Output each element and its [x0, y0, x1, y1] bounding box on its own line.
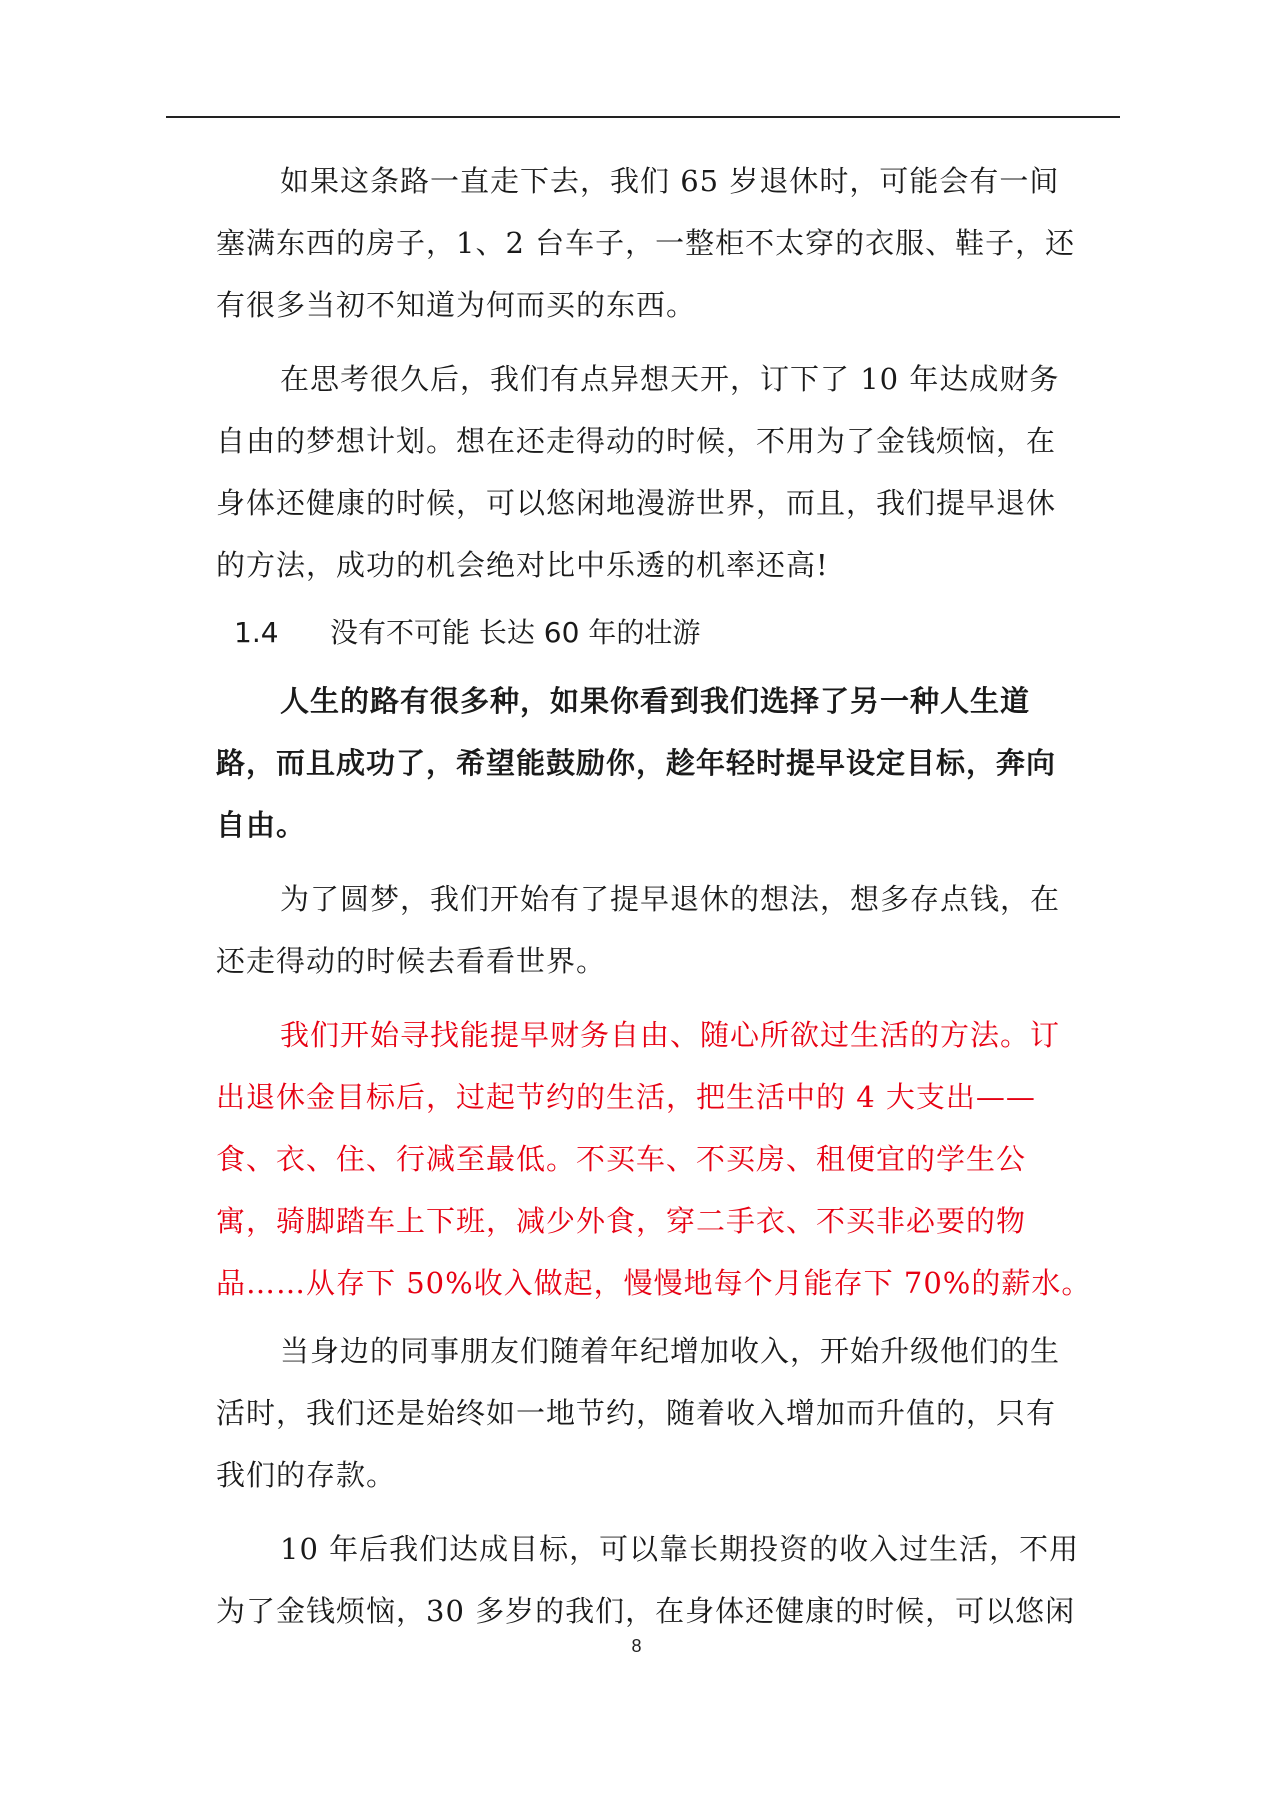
text-line: 身体还健康的时候，可以悠闲地漫游世界，而且，我们提早退休 [216, 486, 1057, 520]
text-line: 10 年后我们达成目标，可以靠长期投资的收入过生活，不用 [280, 1532, 1080, 1566]
paragraph-1 [216, 150, 1124, 336]
bold-paragraph [216, 670, 1124, 856]
text-line: 活时，我们还是始终如一地节约，随着收入增加而升值的，只有 [216, 1396, 1057, 1430]
text-line: 食、衣、住、行减至最低。不买车、不买房、租便宜的学生公 [216, 1142, 1027, 1176]
text-line: 我们的存款。 [216, 1458, 397, 1492]
text-line: 如果这条路一直走下去，我们 65 岁退休时，可能会有一间 [280, 164, 1060, 198]
text-line: 当身边的同事朋友们随着年纪增加收入，开始升级他们的生 [280, 1334, 1061, 1368]
paragraph-3 [216, 868, 1124, 992]
text-line: 品……从存下 50%收入做起，慢慢地每个月能存下 70%的薪水。 [216, 1266, 1092, 1300]
text-line: 路，而且成功了，希望能鼓励你，趁年轻时提早设定目标，奔向 [216, 746, 1057, 780]
text-line: 为了金钱烦恼，30 多岁的我们，在身体还健康的时候，可以悠闲 [216, 1594, 1076, 1628]
text-line: 自由的梦想计划。想在还走得动的时候，不用为了金钱烦恼，在 [216, 424, 1057, 458]
text-line: 的方法，成功的机会绝对比中乐透的机率还高! [216, 548, 829, 582]
section-number: 1.4 [234, 616, 279, 649]
paragraph-5 [216, 1518, 1124, 1642]
text-line: 为了圆梦，我们开始有了提早退休的想法，想多存点钱，在 [280, 882, 1061, 916]
text-line: 塞满东西的房子，1、2 台车子，一整柜不太穿的衣服、鞋子，还 [216, 226, 1076, 260]
section-heading [234, 608, 700, 658]
page-number: 8 [631, 1636, 642, 1656]
text-line: 还走得动的时候去看看世界。 [216, 944, 607, 978]
text-line: 人生的路有很多种，如果你看到我们选择了另一种人生道 [280, 684, 1031, 718]
text-line: 在思考很久后，我们有点异想天开，订下了 10 年达成财务 [280, 362, 1060, 396]
section-title: 没有不可能 长达 60 年的壮游 [330, 616, 701, 649]
header-rule [166, 116, 1120, 118]
highlighted-paragraph [216, 1004, 1124, 1314]
paragraph-4 [216, 1320, 1124, 1506]
paragraph-2 [216, 348, 1124, 596]
text-line: 有很多当初不知道为何而买的东西。 [216, 288, 697, 322]
text-line: 寓，骑脚踏车上下班，减少外食，穿二手衣、不买非必要的物 [216, 1204, 1027, 1238]
text-line: 我们开始寻找能提早财务自由、随心所欲过生活的方法。订 [280, 1018, 1061, 1052]
text-line: 出退休金目标后，过起节约的生活，把生活中的 4 大支出—— [216, 1080, 1036, 1114]
text-line: 自由。 [216, 808, 307, 842]
